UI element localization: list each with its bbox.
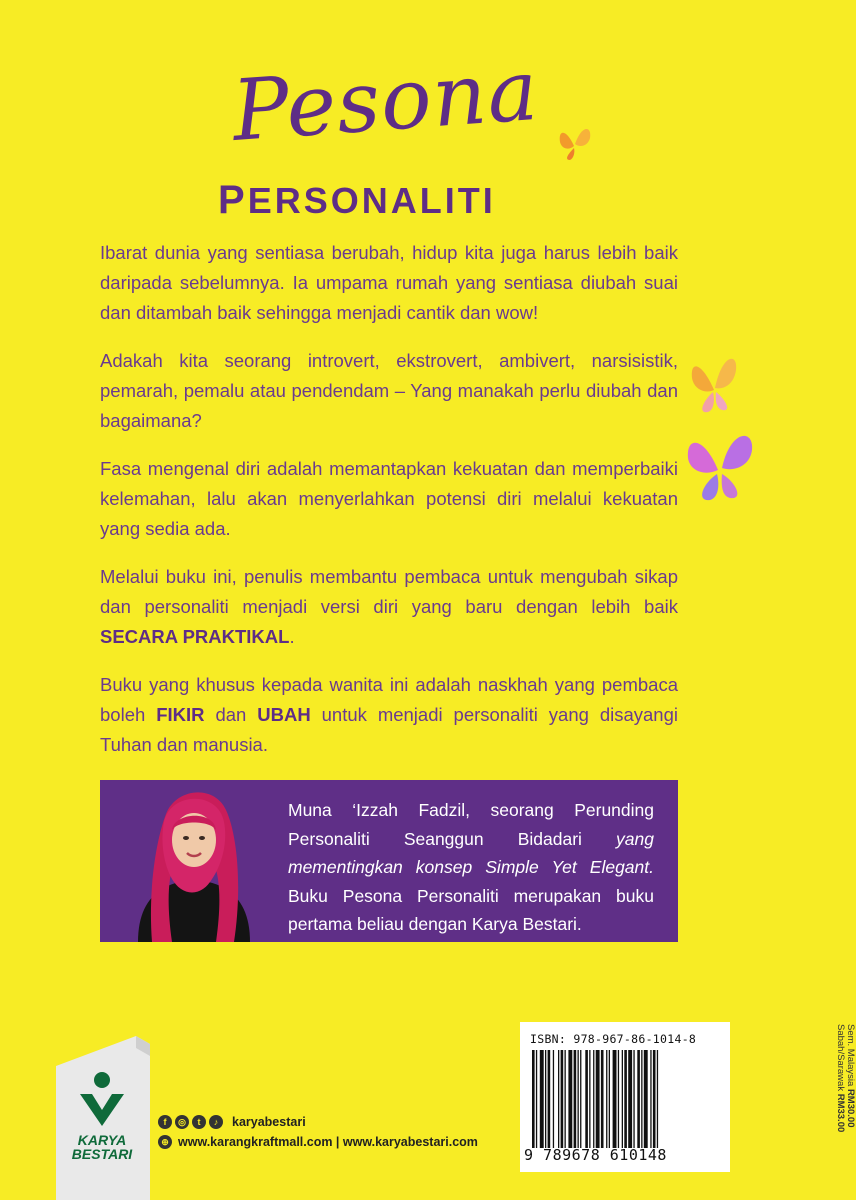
publisher-ribbon <box>56 1036 150 1200</box>
barcode-bar <box>601 1050 604 1148</box>
barcode-bar <box>578 1050 579 1148</box>
barcode-bar <box>532 1050 535 1148</box>
author-box <box>100 780 678 942</box>
blurb-paragraph-5-text-a: Buku yang khusus kepada wanita ini adalah naskhah yang pembaca boleh <box>100 674 678 725</box>
barcode-bar <box>589 1050 590 1148</box>
barcode-bar <box>613 1050 617 1148</box>
blurb-paragraph-5-bold-2: UBAH <box>257 704 311 725</box>
barcode-bar <box>644 1050 648 1148</box>
butterfly-icon <box>684 426 756 508</box>
author-photo <box>130 770 258 942</box>
title-subtitle-rest: ERSONALITI <box>247 180 496 221</box>
publisher-logo-text <box>58 1133 146 1161</box>
publisher-logo-line-1: KARYA <box>77 1132 127 1148</box>
barcode-bar <box>606 1050 607 1148</box>
blurb-paragraph-5 <box>100 670 678 760</box>
title-subtitle <box>218 178 496 223</box>
isbn-label: ISBN: 978-967-86-1014-8 <box>530 1032 697 1046</box>
barcode-bar <box>536 1050 537 1148</box>
blurb-paragraph-5-text-c: untuk menjadi personaliti yang disayangi Tuhan dan manusia. <box>100 704 678 755</box>
blurb-paragraph-5-bold-1: FIKIR <box>156 704 205 725</box>
blurb-paragraph-1: Ibarat dunia yang sentiasa berubah, hidup kita juga harus lebih baik daripada sebelumnya. Ia umpama rumah yang sentiasa diubah suai dan ditambah baik sehingga menjadi cantik dan wow! <box>100 242 678 323</box>
barcode-bar <box>548 1050 551 1148</box>
blurb-paragraph-2: Adakah kita seorang introvert, ekstrovert, ambivert, narsisistik, pemarah, pemalu atau pendendam – Yang manakah perlu diubah dan bagaimana? <box>100 350 678 431</box>
barcode-bar <box>657 1050 658 1148</box>
barcode-bar <box>609 1050 610 1148</box>
price-line-2 <box>835 1024 845 1132</box>
price-text <box>709 1024 855 1132</box>
barcode-bar <box>568 1050 572 1148</box>
blurb-paragraph-5-text-b: dan <box>204 704 258 725</box>
social-handle: karyabestari <box>232 1115 306 1129</box>
price-strip <box>706 1022 856 1172</box>
website-links: www.karangkraftmall.com | www.karyabestari.com <box>178 1135 478 1149</box>
title-script: Pesona <box>229 40 542 160</box>
barcode-bar <box>653 1050 656 1148</box>
barcode-bar <box>650 1050 651 1148</box>
title-subtitle-initial: P <box>218 178 248 222</box>
instagram-icon: ◎ <box>175 1115 189 1129</box>
barcode-bar <box>622 1050 623 1148</box>
barcode-number: 9 789678 610148 <box>524 1146 667 1164</box>
barcode-bar <box>545 1050 546 1148</box>
price-value-1: RM30.00 <box>845 1088 856 1128</box>
publisher-logo-line-2: BESTARI <box>71 1146 133 1162</box>
barcode-bar <box>540 1050 544 1148</box>
barcode-bar <box>633 1050 634 1148</box>
barcode-bar <box>561 1050 564 1148</box>
barcode-bar <box>580 1050 581 1148</box>
blurb-paragraph-3: Fasa mengenal diri adalah memantapkan kekuatan dan memperbaiki kelemahan, lalu akan menyerlahkan potensi diri melalui kekuatan yang sedia ada. <box>100 458 678 539</box>
barcode-bar <box>637 1050 640 1148</box>
tiktok-icon: ♪ <box>209 1115 223 1129</box>
barcode-bar <box>593 1050 594 1148</box>
barcode-bar <box>618 1050 619 1148</box>
author-bio-text-a: Muna ‘Izzah Fadzil, seorang Perunding Personaliti Seanggun Bidadari <box>288 800 654 849</box>
twitter-icon: t <box>192 1115 206 1129</box>
price-line-1 <box>845 1024 855 1132</box>
barcode-bar <box>596 1050 600 1148</box>
social-row <box>158 1115 306 1129</box>
author-bio-italic: yang mementingkan konsep Simple Yet Elegant. <box>288 828 654 877</box>
blurb-paragraph-4 <box>100 562 678 652</box>
barcode-bar <box>624 1050 627 1148</box>
blurb-paragraph-4-bold: SECARA PRAKTIKAL <box>100 626 290 647</box>
website-row <box>158 1135 478 1149</box>
blurb <box>100 238 678 778</box>
barcode-bar <box>574 1050 577 1148</box>
globe-icon: ⊕ <box>158 1135 172 1149</box>
price-value-2: RM33.00 <box>835 1093 846 1133</box>
blurb-paragraph-4-end: . <box>289 626 295 647</box>
price-region-1: Sem. Malaysia <box>845 1024 856 1089</box>
author-bio-text-b: Buku Pesona Personaliti merupakan buku pertama beliau dengan Karya Bestari. <box>288 885 654 934</box>
butterfly-icon <box>688 350 740 418</box>
barcode-bar <box>553 1050 554 1148</box>
barcode-bar <box>565 1050 566 1148</box>
facebook-icon: f <box>158 1115 172 1129</box>
author-bio <box>288 796 654 939</box>
price-region-2: Sabah/Sarawak <box>835 1024 846 1094</box>
barcode-bar <box>628 1050 632 1148</box>
blurb-paragraph-4-text: Melalui buku ini, penulis membantu pembaca untuk mengubah sikap dan personaliti menjadi versi diri yang baru dengan lebih baik <box>100 566 678 617</box>
barcode-bar <box>585 1050 588 1148</box>
barcode-bar <box>558 1050 559 1148</box>
butterfly-icon <box>556 122 594 164</box>
barcode <box>532 1050 702 1148</box>
barcode-bar <box>641 1050 642 1148</box>
